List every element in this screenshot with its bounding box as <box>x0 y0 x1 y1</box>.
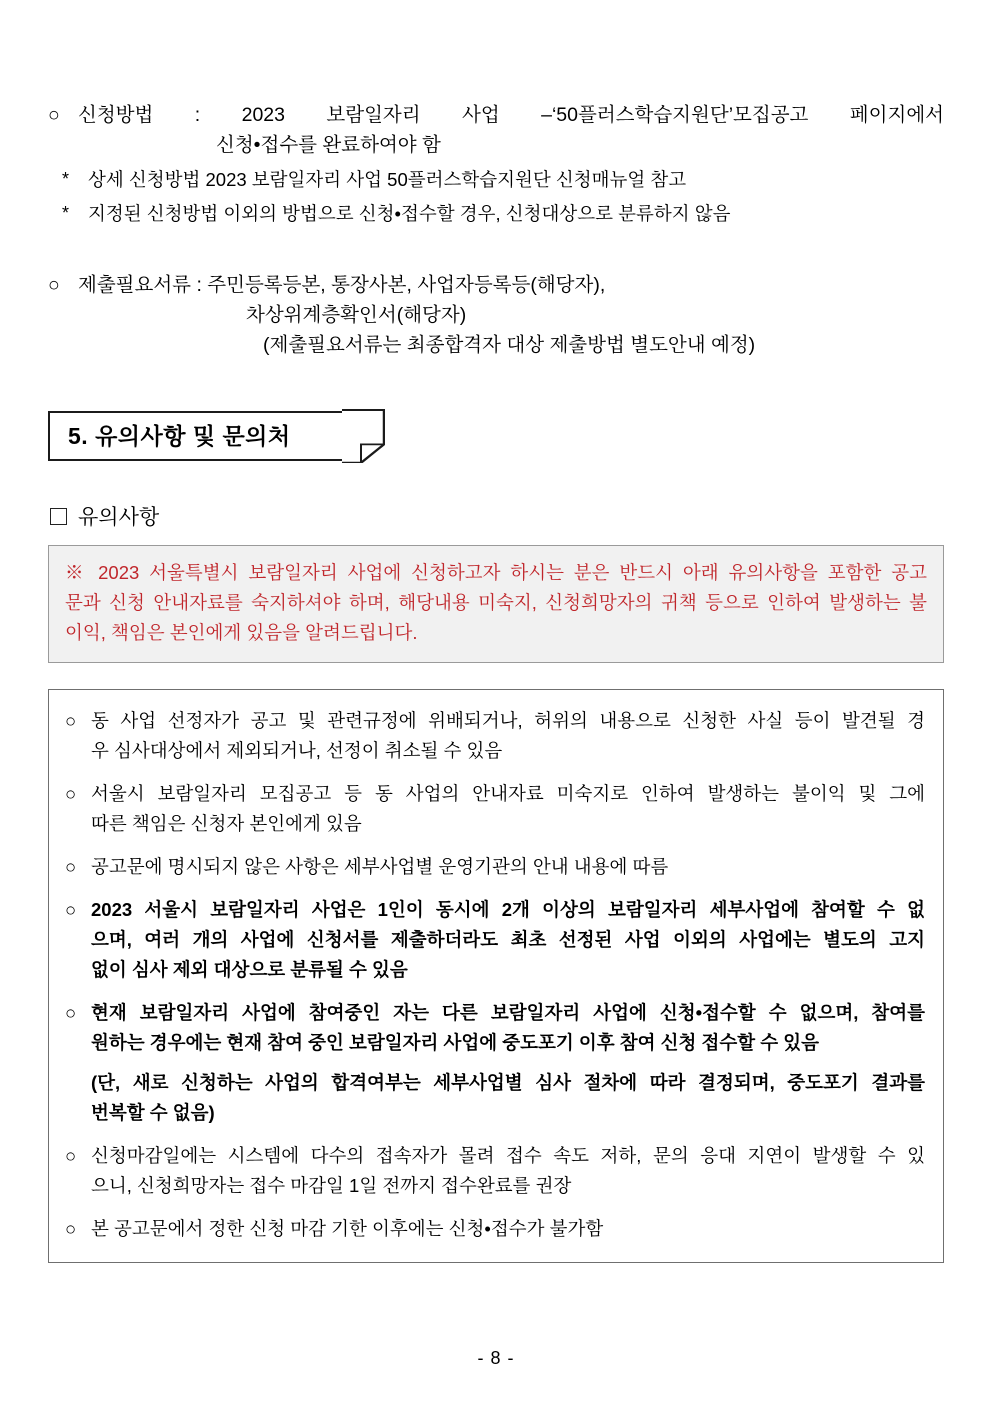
square-bullet-icon <box>50 508 67 525</box>
folded-corner-icon <box>341 409 385 464</box>
notice-line-2: 문과 신청 안내자료를 숙지하셔야 하며, 해당내용 미숙지, 신청희망자의 귀책 등으로 인하여 발생하는 불 <box>65 592 927 614</box>
list-item <box>65 1141 925 1201</box>
list-item-line: 우 심사대상에서 제외되거나, 선정이 취소될 수 있음 <box>91 740 503 762</box>
list-item-line: 없이 심사 제외 대상으로 분류될 수 있음 <box>91 959 408 981</box>
section-heading-label: 5. 유의사항 및 문의처 <box>48 411 343 462</box>
apply-method-note-2 <box>62 200 944 228</box>
list-item-text <box>91 706 925 766</box>
apply-method-note-2-text: 지정된 신청방법 이외의 방법으로 신청•접수할 경우, 신청대상으로 분류하지 않음 <box>88 203 731 225</box>
cautions-list-box <box>48 689 944 1263</box>
page-number: - 8 - <box>477 1348 515 1368</box>
notice-line-1: ※ 2023 서울특별시 보람일자리 사업에 신청하고자 하시는 분은 반드시 아래 유의사항을 포함한 공고 <box>65 562 927 584</box>
apply-method-line2: 신청•접수를 완료하여야 함 <box>216 134 441 157</box>
list-item <box>65 1214 925 1244</box>
asterisk-icon: * <box>62 169 70 190</box>
circle-bullet-icon: ○ <box>65 899 77 921</box>
list-item <box>65 895 925 985</box>
list-item-line: 공고문에 명시되지 않은 사항은 세부사업별 운영기관의 안내 내용에 따름 <box>91 856 669 878</box>
list-item-line: 본 공고문에서 정한 신청 마감 기한 이후에는 신청•접수가 불가함 <box>91 1217 604 1239</box>
list-item-line: 따른 책임은 신청자 본인에게 있음 <box>91 813 362 835</box>
required-documents-row <box>48 270 944 300</box>
asterisk-icon: * <box>62 203 70 224</box>
apply-method-line1: 신청방법 : 2023 보람일자리 사업 –‘50플러스학습지원단’모집공고 페이지에서 <box>78 104 944 126</box>
list-item <box>65 852 925 882</box>
apply-method-note-1 <box>62 166 944 194</box>
circle-bullet-icon: ○ <box>65 1144 77 1166</box>
notice-line-3: 이익, 책임은 본인에게 있음을 알려드립니다. <box>65 622 418 644</box>
list-item <box>65 779 925 839</box>
list-item-text <box>91 852 925 882</box>
circle-bullet-icon: ○ <box>48 104 60 126</box>
list-item-text <box>91 1214 925 1244</box>
circle-bullet-icon: ○ <box>65 710 77 732</box>
apply-method-note-1-text: 상세 신청방법 2023 보람일자리 사업 50플러스학습지원단 신청매뉴얼 참고 <box>88 169 687 191</box>
list-item-text <box>91 895 925 985</box>
subsection-heading <box>50 501 944 531</box>
notice-box <box>48 545 944 663</box>
list-item-line: 으니, 신청희망자는 접수 마감일 1일 전까지 접수완료를 권장 <box>91 1174 572 1196</box>
list-item-line: 동 사업 선정자가 공고 및 관련규정에 위배되거나, 허위의 내용으로 신청한 사실 등이 발견될 경 <box>91 710 925 732</box>
circle-bullet-icon: ○ <box>48 273 60 296</box>
list-item-line: 원하는 경우에는 현재 참여 중인 보람일자리 사업에 중도포기 이후 참여 신청 접수할 수 있음 <box>91 1031 820 1053</box>
list-item-line: 현재 보람일자리 사업에 참여중인 자는 다른 보람일자리 사업에 신청•접수할 수 없으며, 참여를 <box>91 1002 925 1023</box>
required-documents-block <box>48 270 944 361</box>
required-documents-line1: 제출필요서류 : 주민등록등본, 통장사본, 사업자등록등(해당자), <box>78 273 606 296</box>
list-item-line: 으며, 여러 개의 사업에 신청서를 제출하더라도 최초 선정된 사업 이외의 사업에는 별도의 고지 <box>91 929 925 951</box>
list-item-line: 서울시 보람일자리 모집공고 등 동 사업의 안내자료 미숙지로 인하여 발생하는 불이익 및 그에 <box>91 783 925 805</box>
list-item-line: 신청마감일에는 시스템에 다수의 접속자가 몰려 접수 속도 저하, 문의 응대 지연이 발생할 수 있 <box>91 1144 925 1166</box>
subsection-heading-label: 유의사항 <box>78 506 160 530</box>
section-heading <box>48 411 343 462</box>
list-item <box>65 998 925 1128</box>
list-item-line: 2023 서울시 보람일자리 사업은 1인이 동시에 2개 이상의 보람일자리 세부사업에 참여할 수 없 <box>91 899 925 921</box>
list-item-text <box>91 779 925 839</box>
required-documents-line3: (제출필요서류는 최종합격자 대상 제출방법 별도안내 예정) <box>263 334 756 357</box>
apply-method-row <box>48 100 944 130</box>
circle-bullet-icon: ○ <box>65 1217 77 1239</box>
list-item <box>65 706 925 766</box>
circle-bullet-icon: ○ <box>65 856 77 878</box>
circle-bullet-icon: ○ <box>65 783 77 805</box>
required-documents-line2: 차상위계층확인서(해당자) <box>246 304 467 327</box>
apply-method-block <box>48 100 944 228</box>
list-item-text <box>91 998 925 1128</box>
circle-bullet-icon: ○ <box>65 1002 77 1023</box>
list-item-text <box>91 1141 925 1201</box>
list-item-line: 번복할 수 없음) <box>91 1101 215 1123</box>
list-item-line: (단, 새로 신청하는 사업의 합격여부는 세부사업별 심사 절차에 따라 결정되며, 중도포기 결과를 <box>91 1071 925 1093</box>
